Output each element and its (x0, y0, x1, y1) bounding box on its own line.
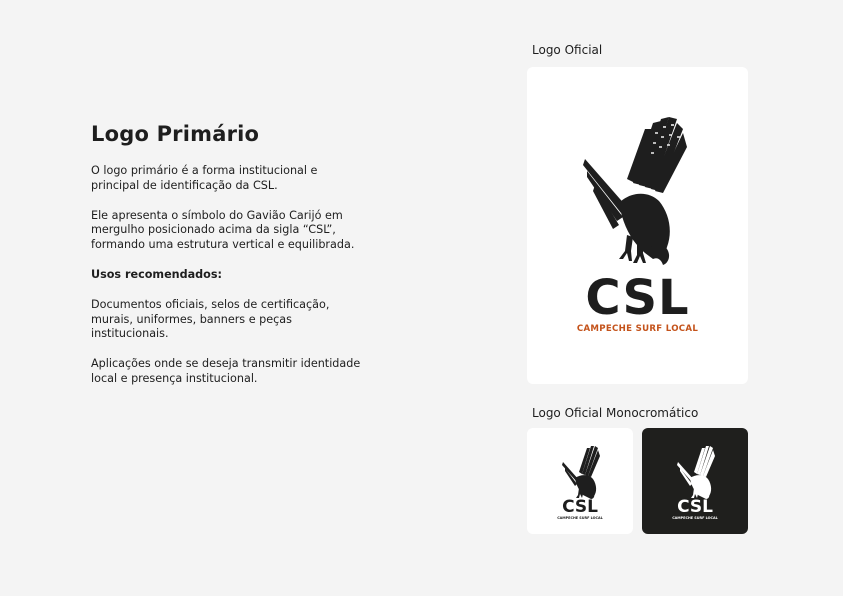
mono-logo-dark-card (642, 428, 748, 534)
page-title: Logo Primário (91, 122, 260, 146)
official-logo-label: Logo Oficial (532, 43, 603, 57)
tagline: CAMPECHE SURF LOCAL (672, 516, 718, 520)
paragraph-uses: Documentos oficiais, selos de certificação, murais, uniformes, banners e peças institucionais. (91, 297, 330, 341)
tagline: CAMPECHE SURF LOCAL (557, 516, 603, 520)
wordmark-csl: CSL (677, 497, 713, 517)
hawk-icon (527, 67, 748, 384)
paragraph-applications: Aplicações onde se deseja transmitir identidade local e presença institucional. (91, 357, 361, 385)
mono-logo-light-card (527, 428, 633, 534)
paragraph-intro: O logo primário é a forma institucional e principal de identificação da CSL. (91, 164, 318, 192)
official-logo-card (527, 67, 748, 384)
tagline: CAMPECHE SURF LOCAL (576, 324, 699, 334)
wordmark-csl: CSL (585, 270, 690, 326)
paragraph-description: Ele apresenta o símbolo do Gavião Carijó em mergulho posicionado acima da sigla “CSL”, formando uma estrutura vertical e equilibrada. (91, 208, 355, 252)
mono-logo-label: Logo Oficial Monocromático (532, 406, 699, 420)
recommended-uses-heading: Usos recomendados: (91, 267, 222, 281)
wordmark-csl: CSL (562, 497, 598, 517)
text-column (91, 122, 361, 402)
